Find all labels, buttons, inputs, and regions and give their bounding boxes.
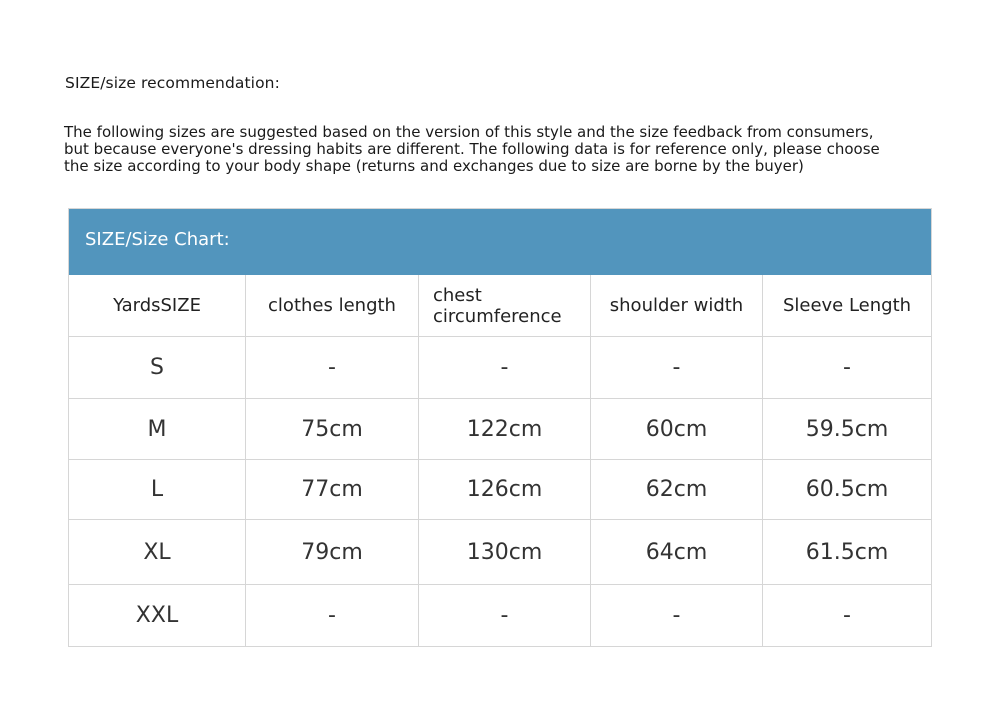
table-cell: 122cm (419, 399, 591, 460)
column-header-sleeve-length: Sleeve Length (763, 275, 931, 337)
table-cell: 59.5cm (763, 399, 931, 460)
column-header-size: YardsSIZE (69, 275, 246, 337)
size-chart-title: SIZE/Size Chart: (85, 229, 230, 250)
table-cell: 60cm (591, 399, 763, 460)
table-cell: 79cm (246, 520, 419, 585)
size-recommendation-heading: SIZE/size recommendation: (65, 74, 280, 92)
intro-line: the size according to your body shape (returns and exchanges due to size are borne by the buyer) (64, 157, 804, 175)
table-row-size: S (69, 337, 246, 399)
table-cell: - (843, 603, 851, 628)
size-recommendation-text (64, 124, 944, 175)
table-cell: 64cm (591, 520, 763, 585)
table-row-size: XXL (69, 585, 246, 646)
size-chart-table (68, 208, 932, 647)
table-row-size: XL (69, 520, 246, 585)
table-cell: 60.5cm (763, 460, 931, 520)
table-row-size: M (69, 399, 246, 460)
size-chart-grid (69, 275, 931, 646)
intro-line: The following sizes are suggested based on the version of this style and the size feedback from consumers, (64, 123, 874, 141)
table-cell: 61.5cm (763, 520, 931, 585)
table-cell: - (246, 337, 419, 399)
table-row-size: L (69, 460, 246, 520)
table-cell: 75cm (246, 399, 419, 460)
table-cell: - (591, 585, 763, 646)
size-chart-header (69, 209, 931, 275)
table-cell: - (246, 585, 419, 646)
table-cell: - (591, 337, 763, 399)
column-header-clothes-length: clothes length (246, 275, 419, 337)
column-header-shoulder-width: shoulder width (591, 275, 763, 337)
table-cell: - (419, 585, 591, 646)
table-cell: 77cm (246, 460, 419, 520)
table-cell: - (419, 337, 591, 399)
column-header-chest-circumference: chest circumference (419, 275, 591, 337)
table-cell: 126cm (419, 460, 591, 520)
table-cell: 62cm (591, 460, 763, 520)
table-cell: - (763, 337, 931, 399)
intro-line: but because everyone's dressing habits are different. The following data is for reference only, please choose (64, 140, 880, 158)
table-cell: 130cm (419, 520, 591, 585)
